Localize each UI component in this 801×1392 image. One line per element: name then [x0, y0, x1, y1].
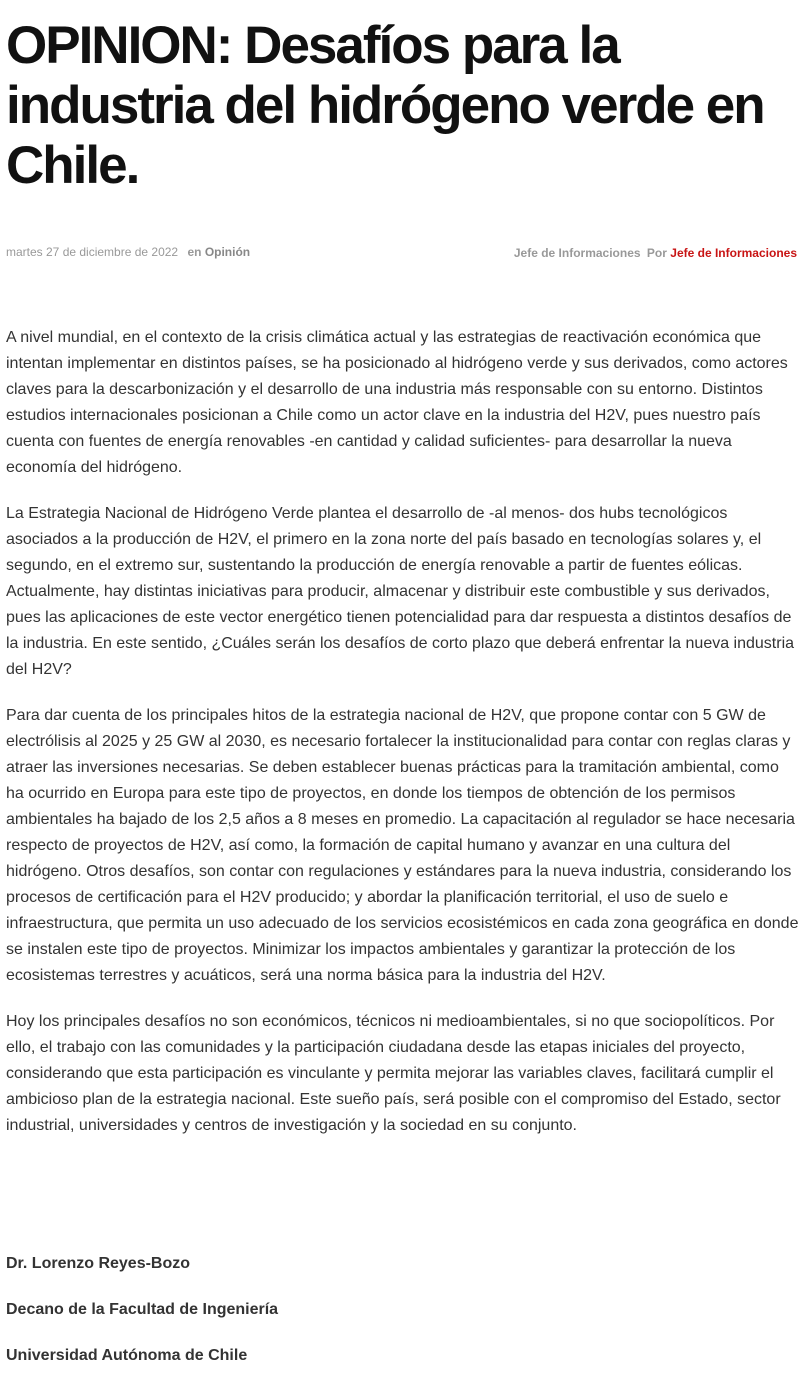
- category-link[interactable]: Opinión: [204, 245, 251, 259]
- paragraph: A nivel mundial, en el contexto de la crisis climática actual y las estrategias de reactivación económica que intentan implementar en distintos países, se ha posicionado al hidrógeno verde y sus derivados, como actores claves para la descarbonización y el desarrollo de una industria más responsable con su entorno. Distintos estudios internacionales posicionan a Chile como un actor clave en la industria del H2V, pues nuestro país cuenta con fuentes de energía renovables -en cantidad y calidad suficientes- para desarrollar la nueva economía del hidrógeno.: [6, 329, 788, 476]
- author-avatar-label[interactable]: Jefe de Informaciones: [513, 246, 641, 260]
- publish-date: martes 27 de diciembre de 2022: [6, 245, 179, 259]
- article-title: OPINION: Desafíos para la industria del hidrógeno verde en Chile.: [6, 16, 764, 195]
- author-link[interactable]: Jefe de Informaciones: [670, 246, 797, 260]
- signature-role: Decano de la Facultad de Ingeniería: [6, 1301, 279, 1318]
- signature: [6, 1254, 278, 1392]
- article-body: [6, 325, 801, 1159]
- category-prefix: en: [187, 245, 202, 259]
- author-block: [514, 244, 797, 262]
- by-label: Por: [646, 246, 667, 260]
- paragraph: Para dar cuenta de los principales hitos de la estrategia nacional de H2V, que propone contar con 5 GW de electrólisis al 2025 y 25 GW al 2030, es necesario fortalecer la institucionalidad para contar con reglas claras y atraer las inversiones necesarias. Se deben establecer buenas prácticas para la tramitación ambiental, como ha ocurrido en Europa para este tipo de proyectos, en donde los tiempos de obtención de los permisos ambientales ha bajado de los 2,5 años a 8 meses en promedio. La capacitación al regulador se hace necesaria respecto de proyectos de H2V, así como, la formación de capital humano y avanzar en una cultura del hidrógeno. Otros desafíos, son contar con regulaciones y estándares para la nueva industria, considerando los procesos de certificación para el H2V producido; y abordar la planificación territorial, el uso de suelo e infraestructura, que permita un uso adecuado de los servicios ecosistémicos en cada zona geográfica en donde se instalen este tipo de proyectos. Minimizar los impactos ambientales y garantizar la protección de los ecosistemas terrestres y acuáticos, será una norma básica para la industria del H2V.: [6, 707, 799, 984]
- paragraph: Hoy los principales desafíos no son económicos, técnicos ni medioambientales, si no que sociopolíticos. Por ello, el trabajo con las comunidades y la participación ciudadana desde las etapas iniciales del proyecto, considerando que esta participación es vinculante y permita mejorar las variables claves, facilitará cumplir el ambicioso plan de la estrategia nacional. Este sueño país, será posible con el compromiso del Estado, sector industrial, universidades y centros de investigación y la sociedad en su conjunto.: [6, 1013, 781, 1134]
- article-meta: [6, 243, 797, 261]
- signature-name: Dr. Lorenzo Reyes-Bozo: [6, 1255, 191, 1272]
- paragraph: La Estrategia Nacional de Hidrógeno Verde plantea el desarrollo de -al menos- dos hubs tecnológicos asociados a la producción de H2V, el primero en la zona norte del país basado en tecnologías solares y, el segundo, en el extremo sur, sustentando la producción de energía renovable a partir de fuentes eólicas. Actualmente, hay distintas iniciativas para producir, almacenar y distribuir este combustible y sus derivados, pues las aplicaciones de este vector energético tienen potencialidad para dar respuesta a distintos desafíos de la industria. En este sentido, ¿Cuáles serán los desafíos de corto plazo que deberá enfrentar la nueva industria del H2V?: [6, 505, 795, 678]
- signature-institution: Universidad Autónoma de Chile: [6, 1347, 248, 1364]
